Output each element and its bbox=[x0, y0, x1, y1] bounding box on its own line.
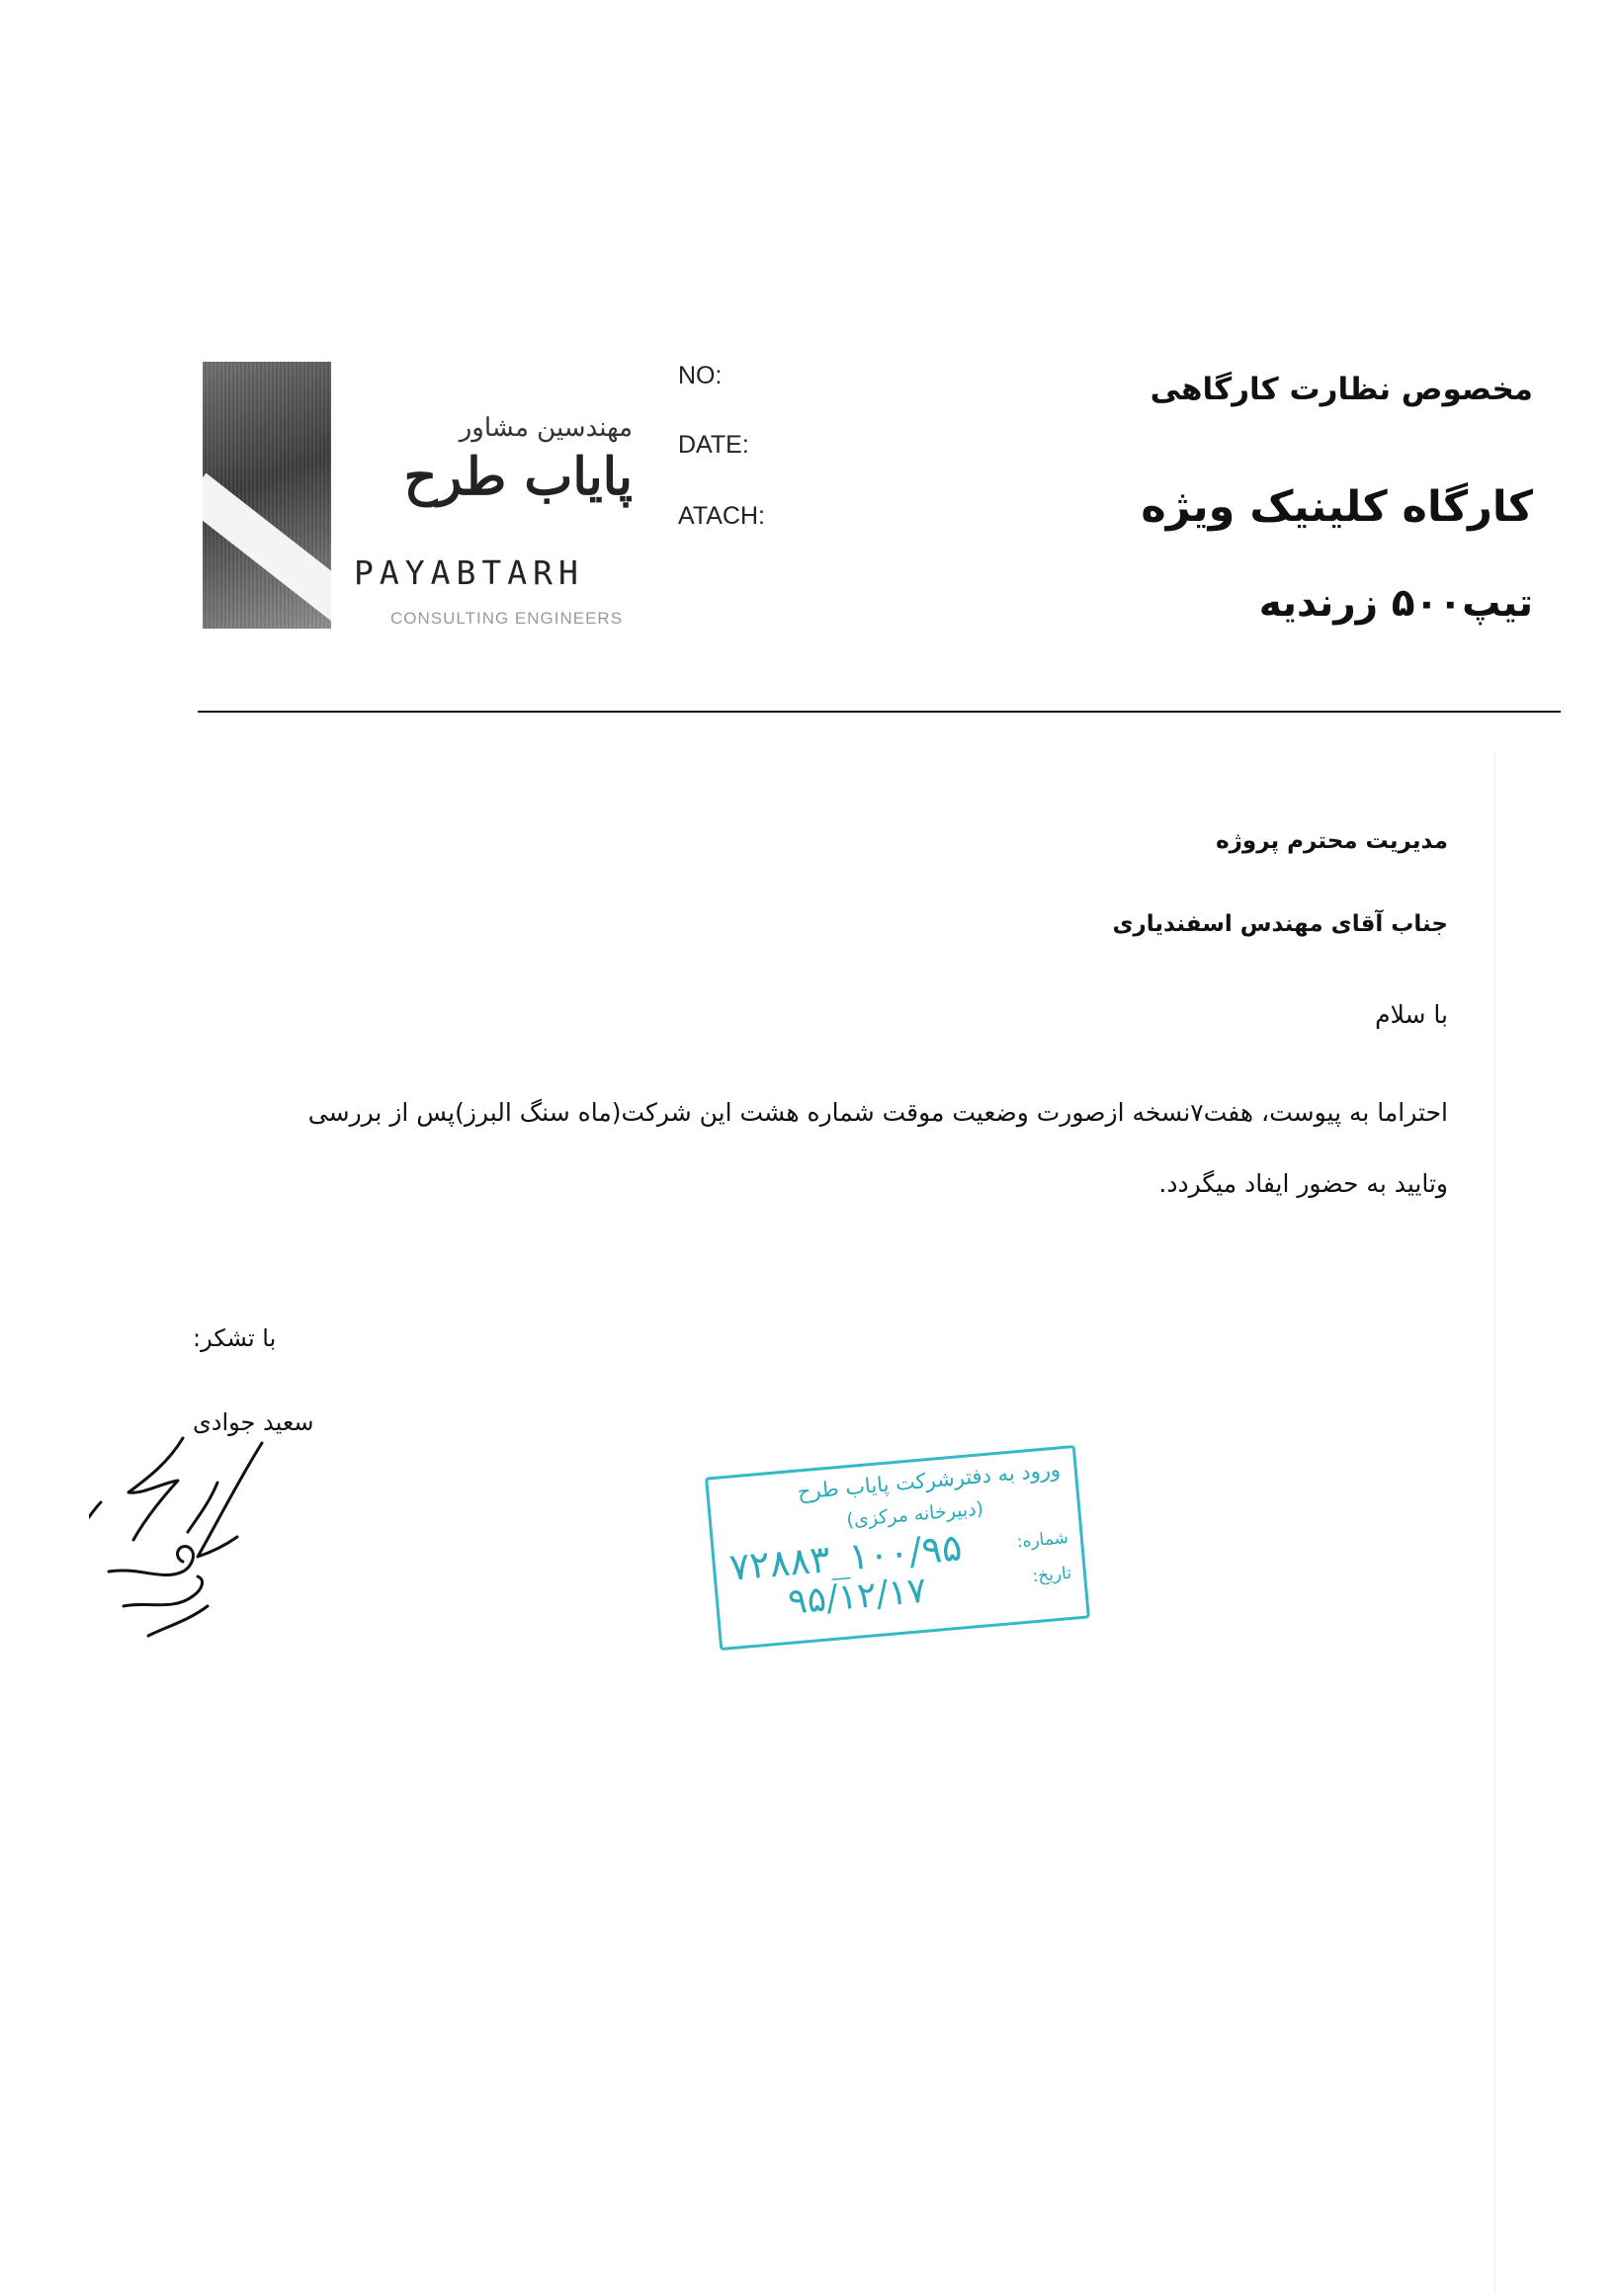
logo-persian-name: پایاب طرح bbox=[403, 447, 633, 507]
signatory-name: سعید جوادی bbox=[193, 1408, 314, 1436]
closing: با تشکر: bbox=[193, 1324, 277, 1352]
body-line-1: احتراما به پیوست، هفت۷نسخه ازصورت وضعیت موقت شماره هشت این شرکت(ماه سنگ البرز)پس از بررسی bbox=[307, 1098, 1448, 1127]
handwritten-signature bbox=[89, 1423, 306, 1690]
body-paragraph bbox=[163, 1077, 1448, 1220]
scan-edge bbox=[1494, 751, 1495, 2293]
header-supervision: مخصوص نظارت کارگاهی bbox=[1150, 372, 1533, 407]
stamp-date-label: تاریخ: bbox=[1031, 1563, 1072, 1587]
header-workshop: کارگاه کلینیک ویژه bbox=[1141, 482, 1533, 532]
registration-stamp bbox=[705, 1445, 1090, 1651]
ref-date-label: DATE: bbox=[678, 431, 749, 459]
stamp-number-label: شماره: bbox=[1015, 1527, 1069, 1553]
stamp-number-value: ۱۰۰/۹۵_۷۲۸۸۳ bbox=[727, 1525, 965, 1589]
header-type: تیپ۵۰۰ زرندیه bbox=[1258, 581, 1533, 626]
logo-english-subtitle: CONSULTING ENGINEERS bbox=[390, 609, 624, 628]
recipient-name: جناب آقای مهندس اسفندیاری bbox=[1112, 911, 1448, 937]
stamp-date-value: ۹۵/۱۲/۱۷ bbox=[786, 1570, 928, 1623]
logo-mark bbox=[203, 362, 331, 629]
recipient-title: مدیریت محترم پروژه bbox=[1216, 828, 1448, 854]
ref-number-label: NO: bbox=[678, 362, 723, 389]
logo-persian-subtitle: مهندسین مشاور bbox=[459, 413, 633, 443]
header-divider bbox=[198, 711, 1561, 713]
logo-english-name: PAYABTARH bbox=[354, 553, 584, 592]
body-line-2: وتایید به حضور ایفاد میگردد. bbox=[1158, 1169, 1448, 1198]
stamp-office-line: ورود به دفترشرکت پایاب طرح bbox=[796, 1457, 1062, 1504]
ref-attach-label: ATACH: bbox=[678, 502, 765, 530]
greeting: با سلام bbox=[1375, 1000, 1448, 1029]
stamp-secretariat-line: (دبیرخانه مرکزی) bbox=[845, 1497, 984, 1532]
